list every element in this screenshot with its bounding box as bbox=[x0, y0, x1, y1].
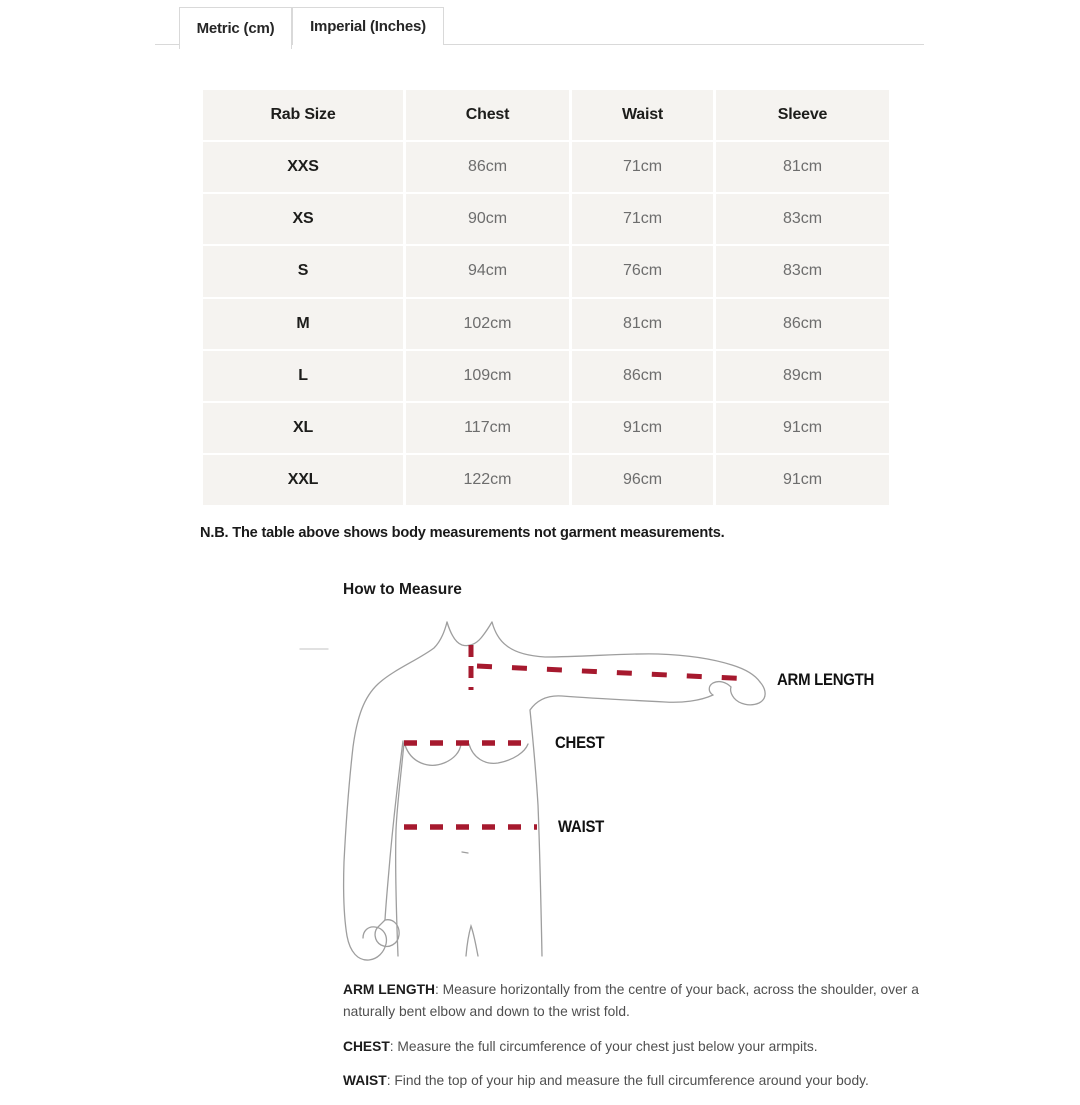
row-s-waist: 76cm bbox=[572, 246, 713, 296]
row-s-size: S bbox=[203, 246, 403, 296]
row-s-chest: 94cm bbox=[406, 246, 569, 296]
body-measurement-diagram bbox=[290, 600, 790, 970]
row-s-sleeve: 83cm bbox=[716, 246, 889, 296]
row-l-chest: 109cm bbox=[406, 351, 569, 401]
row-xxl-waist: 96cm bbox=[572, 455, 713, 505]
row-xxl-size: XXL bbox=[203, 455, 403, 505]
row-xl-waist: 91cm bbox=[572, 403, 713, 453]
row-xxs-waist: 71cm bbox=[572, 142, 713, 192]
row-xs-size: XS bbox=[203, 194, 403, 244]
chest-term: CHEST bbox=[343, 1038, 390, 1054]
row-l-waist: 86cm bbox=[572, 351, 713, 401]
row-xxl-chest: 122cm bbox=[406, 455, 569, 505]
row-xl-sleeve: 91cm bbox=[716, 403, 889, 453]
row-m-size: M bbox=[203, 299, 403, 349]
row-xs-chest: 90cm bbox=[406, 194, 569, 244]
row-xxs-chest: 86cm bbox=[406, 142, 569, 192]
row-m-chest: 102cm bbox=[406, 299, 569, 349]
measure-instructions bbox=[343, 979, 965, 1105]
row-l-sleeve: 89cm bbox=[716, 351, 889, 401]
waist-instruction bbox=[343, 1070, 965, 1092]
chest-text: : Measure the full circumference of your chest just below your armpits. bbox=[389, 1038, 818, 1054]
arm-length-text: : Measure horizontally from the centre of your back, across the shoulder, over a naturally bent elbow and down to the wrist fold. bbox=[343, 982, 919, 1019]
unit-tabbar bbox=[155, 7, 924, 45]
tab-metric-cm[interactable]: Metric (cm) bbox=[179, 7, 292, 49]
row-m-sleeve: 86cm bbox=[716, 299, 889, 349]
body-measurements-note: N.B. The table above shows body measurements not garment measurements. bbox=[200, 525, 725, 541]
row-xxs-sleeve: 81cm bbox=[716, 142, 889, 192]
arm-length-instruction bbox=[343, 979, 965, 1023]
tab-imperial-inches[interactable]: Imperial (Inches) bbox=[292, 7, 444, 45]
row-xs-sleeve: 83cm bbox=[716, 194, 889, 244]
waist-label: WAIST bbox=[558, 817, 605, 836]
col-header-waist: Waist bbox=[572, 90, 713, 140]
arm-length-dash-line bbox=[477, 666, 753, 679]
row-m-waist: 81cm bbox=[572, 299, 713, 349]
col-header-rab-size: Rab Size bbox=[203, 90, 403, 140]
col-header-chest: Chest bbox=[406, 90, 569, 140]
arm-length-term: ARM LENGTH bbox=[343, 982, 435, 997]
row-l-size: L bbox=[203, 351, 403, 401]
row-xxs-size: XXS bbox=[203, 142, 403, 192]
how-to-measure-title: How to Measure bbox=[343, 581, 462, 598]
arm-length-label: ARM LENGTH bbox=[777, 670, 875, 689]
col-header-sleeve: Sleeve bbox=[716, 90, 889, 140]
size-table bbox=[203, 90, 886, 505]
row-xs-waist: 71cm bbox=[572, 194, 713, 244]
chest-instruction bbox=[343, 1036, 965, 1058]
row-xl-size: XL bbox=[203, 403, 403, 453]
row-xl-chest: 117cm bbox=[406, 403, 569, 453]
row-xxl-sleeve: 91cm bbox=[716, 455, 889, 505]
waist-term: WAIST bbox=[343, 1073, 387, 1089]
chest-label: CHEST bbox=[555, 733, 605, 752]
waist-text: : Find the top of your hip and measure the full circumference around your body. bbox=[386, 1073, 869, 1089]
